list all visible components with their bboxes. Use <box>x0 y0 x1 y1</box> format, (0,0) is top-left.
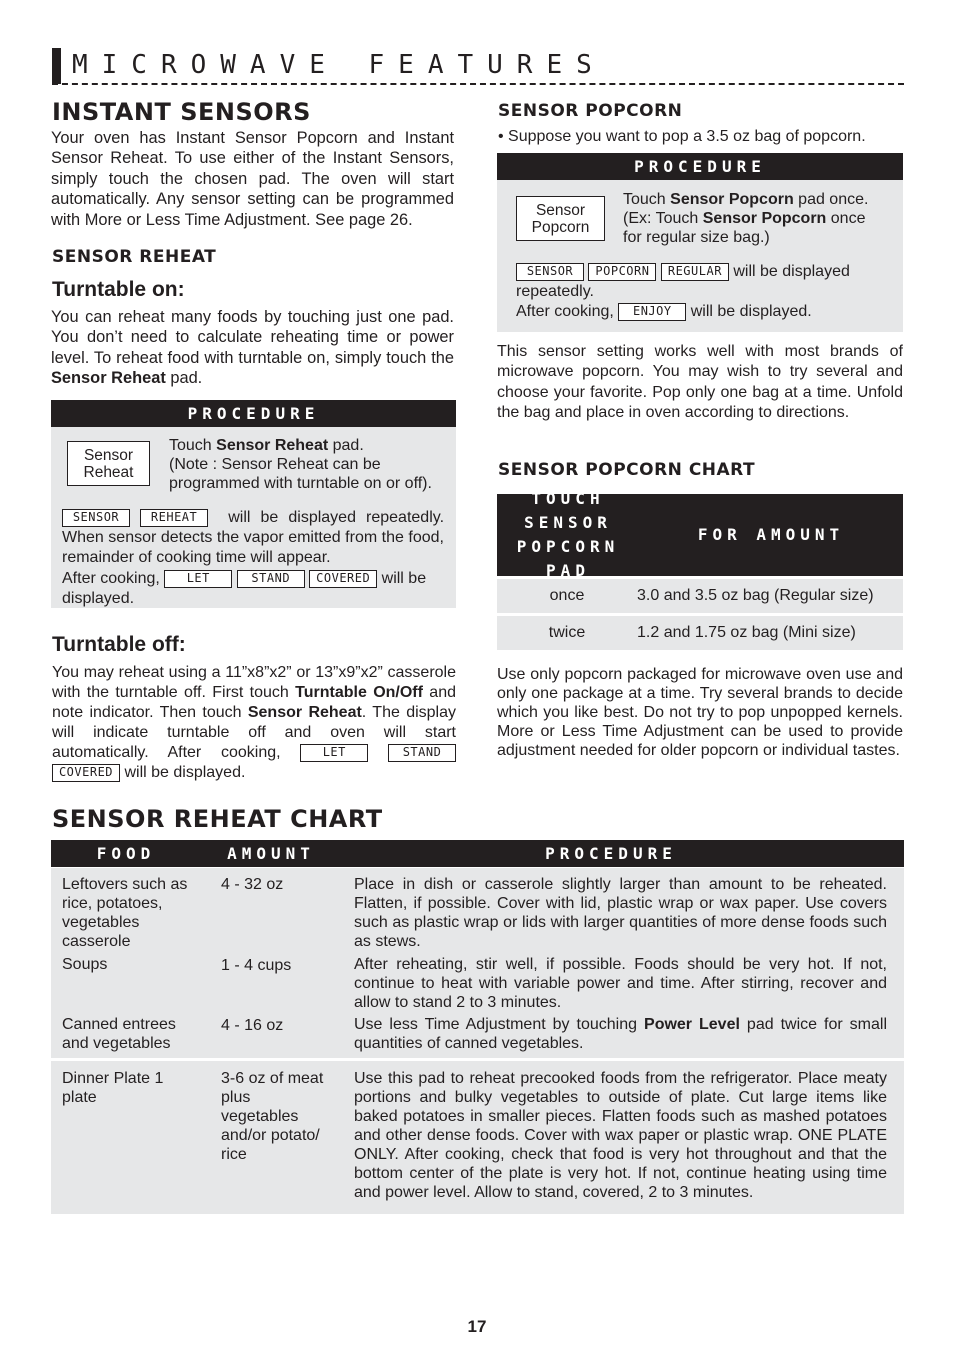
lcd-stand: STAND <box>388 744 456 762</box>
lcd-let: LET <box>300 744 368 762</box>
popcorn-procedure-bar: PROCEDURE <box>497 153 903 180</box>
popcorn-suppose: • Suppose you want to pop a 3.5 oz bag of popcorn. <box>498 128 866 145</box>
instant-sensors-body: Your oven has Instant Sensor Popcorn and Instant Sensor Reheat. To use either of the Instant Sensors, simply touch the chosen pad. The oven will start automatically. Any sensor setting can be programmed with More or Less Time Adjustment. See page 26. <box>51 129 454 229</box>
popcorn-display-text: SENSOR POPCORN REGULAR will be displayed repeatedly. After cooking, ENJOY will be displayed. <box>516 263 850 320</box>
reheat-display-text: SENSOR REHEAT will be displayed repeatedly. When sensor detects the vapor emitted from the food, remainder of cooking time will appear. <box>62 509 445 566</box>
page-number: 17 <box>467 1317 487 1336</box>
sensor-reheat-pad[interactable] <box>67 441 150 486</box>
instant-sensors-title: INSTANT SENSORS <box>52 98 311 126</box>
popcorn-touch-cell: once <box>549 587 585 604</box>
amount-cell: 1 - 4 cups <box>221 957 292 974</box>
lcd-covered: COVERED <box>52 764 120 782</box>
popcorn-chart-title: SENSOR POPCORN CHART <box>498 460 756 480</box>
procedure-cell: After reheating, stir well, if possible. Foods should be very hot. If not, continue to heat with variable power and time. After stirring, recover and allow to stand 2 to 3 minutes. <box>354 956 887 1011</box>
header-dashed-rule <box>52 83 904 85</box>
reheat-chart-header <box>51 840 904 867</box>
lcd-reheat: REHEAT <box>140 509 208 527</box>
lcd-let: LET <box>164 570 232 588</box>
food-cell: Soups <box>62 956 108 973</box>
head-amount: AMOUNT <box>227 844 315 863</box>
popcorn-note: Use only popcorn packaged for microwave oven use and only one package at a time. Try several brands to decide which you like best. Do not try to pop unpopped kernels. More or Less Time Adjustment can be used to provide adjustment needed for older popcorn or individual tastes. <box>497 666 903 759</box>
procedure-cell: Place in dish or casserole slightly larger than amount to be reheated. Flatten, if possible. Cover with lid, plastic wrap or wax paper. Use covers such as plastic wrap or lids with larger quantities of more dense foods such as stews. <box>354 876 887 950</box>
procedure-cell: Use less Time Adjustment by touching Power Level pad twice for small quantities of canned vegetables. <box>354 1016 888 1052</box>
pad-label: Reheat <box>83 463 134 481</box>
reheat-touch-instruction: Touch Sensor Reheat pad. (Note : Sensor Reheat can be programmed with turntable on or off). <box>169 437 432 492</box>
popcorn-amount-cell: 1.2 and 1.75 oz bag (Mini size) <box>637 624 856 641</box>
head-procedure: PROCEDURE <box>545 844 677 863</box>
popcorn-amount-cell: 3.0 and 3.5 oz bag (Regular size) <box>637 587 874 604</box>
food-cell: Dinner Plate 1 plate <box>62 1070 164 1106</box>
pad-label: Popcorn <box>531 218 590 236</box>
reheat-procedure-bar: PROCEDURE <box>51 400 456 427</box>
pad-label: Sensor <box>535 201 586 219</box>
food-cell: Leftovers such as rice, potatoes, vegetables casserole <box>62 876 188 950</box>
page-header-title: MICROWAVE FEATURES <box>72 50 606 80</box>
popcorn-touch-instruction: Touch Sensor Popcorn pad once. (Ex: Touch Sensor Popcorn once for regular size bag.) <box>623 191 869 246</box>
turntable-on-body: You can reheat many foods by touching just one pad. You don’t need to calculate reheating time or power level. To reheat food with turntable on, simply touch the Sensor Reheat pad. <box>51 308 454 388</box>
sensor-reheat-title: SENSOR REHEAT <box>52 247 217 267</box>
procedure-cell: Use this pad to reheat precooked foods from the refrigerator. Place meaty portions and bulky vegetables to outside of plate. Cut large items like baked potatoes in smaller pieces. Flatten foods such as mashed potatoes and other dense foods. Cover with wax paper or plastic wrap. ONE PLATE ONLY. After cooking, check that food is very hot throughout and that the bottom center of the plate is very hot. If not, continue heating using time and power level. Allow to stand, covered, 2 to 3 minutes. <box>354 1070 887 1201</box>
sensor-popcorn-pad[interactable] <box>516 196 605 241</box>
turntable-on-title: Turntable on: <box>52 278 185 301</box>
reheat-after-cooking: After cooking, LET STAND COVERED will be displayed. <box>62 570 427 607</box>
turntable-off-body: You may reheat using a 11”x8”x2” or 13”x9”x2” casserole with the turntable off. First touch Turntable On/Off and note indicator. Then touch Sensor Reheat. The display will indicate turntable off and oven will start automatically. After cooking, LET STAND COVERED will be displayed. <box>52 664 457 781</box>
lcd-stand: STAND <box>237 570 305 588</box>
header-bar <box>52 48 61 84</box>
reheat-chart-title: SENSOR REHEAT CHART <box>52 805 383 833</box>
popcorn-chart-header <box>497 489 903 580</box>
turntable-off-title: Turntable off: <box>52 633 186 656</box>
table-row <box>497 616 903 650</box>
popcorn-chart-head-touch: TOUCH SENSOR POPCORN PAD <box>516 489 620 580</box>
amount-cell: 4 - 32 oz <box>221 876 284 893</box>
popcorn-touch-cell: twice <box>548 624 586 641</box>
head-food: FOOD <box>96 844 156 863</box>
lcd-regular: REGULAR <box>661 263 729 281</box>
popcorn-body: This sensor setting works well with most brands of microwave popcorn. You may wish to try several and choose your favorite. Pop only one bag at a time. Unfold the bag and place in oven according to directions. <box>497 343 903 422</box>
food-cell: Canned entrees and vegetables <box>62 1016 176 1052</box>
amount-cell: 3-6 oz of meat plus vegetables and/or potato/ rice <box>221 1070 324 1163</box>
amount-cell: 4 - 16 oz <box>221 1017 284 1034</box>
lcd-sensor: SENSOR <box>62 509 130 527</box>
sensor-popcorn-title: SENSOR POPCORN <box>498 101 683 121</box>
popcorn-chart-head-amount: FOR AMOUNT <box>697 525 845 544</box>
lcd-sensor: SENSOR <box>516 263 584 281</box>
lcd-covered: COVERED <box>309 570 377 588</box>
pad-label: Sensor <box>83 446 134 464</box>
popcorn-chart <box>497 489 903 650</box>
lcd-popcorn: POPCORN <box>588 263 656 281</box>
table-row <box>497 579 903 613</box>
lcd-enjoy: ENJOY <box>618 303 686 321</box>
